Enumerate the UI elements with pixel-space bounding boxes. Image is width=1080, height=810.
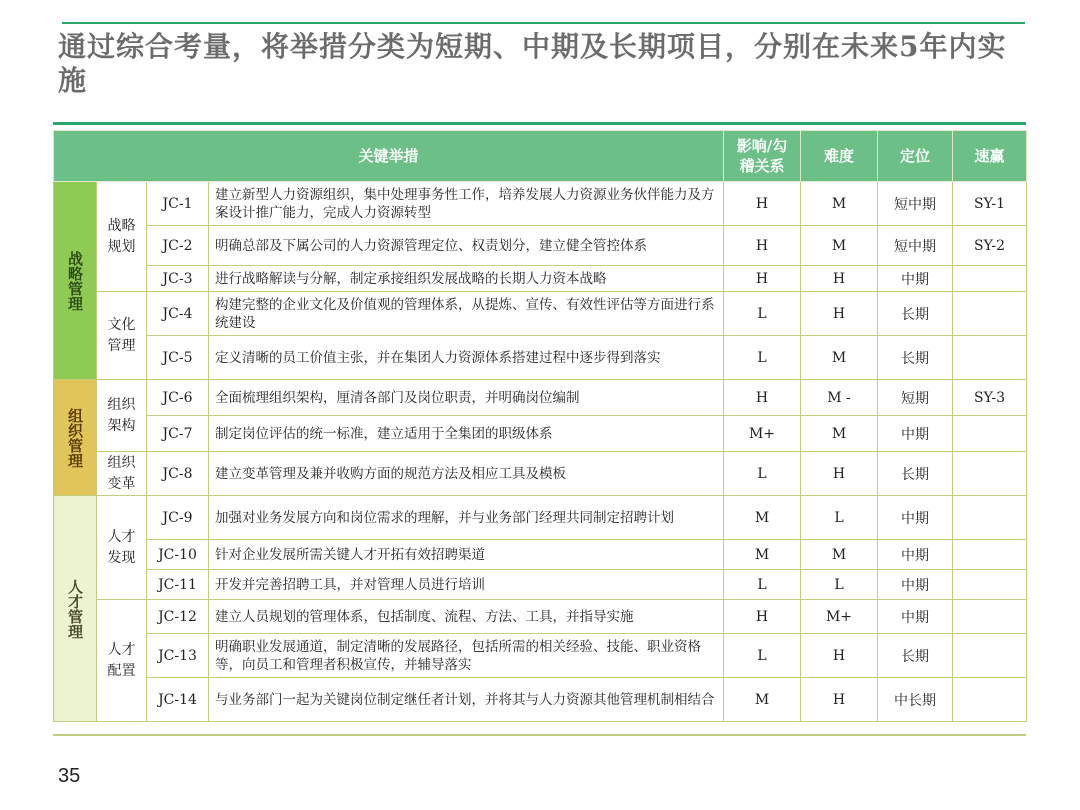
table-row <box>54 182 1027 226</box>
difficulty-value: M <box>801 226 878 266</box>
header-difficulty: 难度 <box>801 131 878 182</box>
initiative-code: JC-14 <box>147 678 209 722</box>
position-value: 短中期 <box>878 182 953 226</box>
quickwin-value <box>953 634 1027 678</box>
quickwin-value <box>953 540 1027 570</box>
position-value: 中期 <box>878 600 953 634</box>
position-value: 中期 <box>878 266 953 292</box>
quickwin-value <box>953 570 1027 600</box>
subcategory-label: 组织变革 <box>97 452 147 496</box>
subcategory-label: 战略规划 <box>97 182 147 292</box>
impact-value: H <box>724 266 801 292</box>
initiative-description: 构建完整的企业文化及价值观的管理体系，从提炼、宣传、有效性评估等方面进行系统建设 <box>209 292 724 336</box>
difficulty-value: M - <box>801 380 878 416</box>
table-row <box>54 540 1027 570</box>
position-value: 短期 <box>878 380 953 416</box>
impact-value: H <box>724 600 801 634</box>
table-row <box>54 292 1027 336</box>
impact-value: M+ <box>724 416 801 452</box>
quickwin-value: SY-1 <box>953 182 1027 226</box>
difficulty-value: L <box>801 570 878 600</box>
position-value: 中期 <box>878 496 953 540</box>
table-row <box>54 634 1027 678</box>
table-row <box>54 226 1027 266</box>
initiative-code: JC-5 <box>147 336 209 380</box>
quickwin-value <box>953 266 1027 292</box>
subcategory-label: 组织架构 <box>97 380 147 452</box>
initiative-description: 全面梳理组织架构，厘清各部门及岗位职责，并明确岗位编制 <box>209 380 724 416</box>
category-label: 人才管理 <box>54 496 97 722</box>
difficulty-value: H <box>801 452 878 496</box>
initiative-description: 建立新型人力资源组织，集中处理事务性工作，培养发展人力资源业务伙伴能力及方案设计推广能力，完成人力资源转型 <box>209 182 724 226</box>
quickwin-value: SY-2 <box>953 226 1027 266</box>
difficulty-value: M+ <box>801 600 878 634</box>
initiative-description: 加强对业务发展方向和岗位需求的理解，并与业务部门经理共同制定招聘计划 <box>209 496 724 540</box>
impact-value: L <box>724 292 801 336</box>
impact-value: H <box>724 380 801 416</box>
position-value: 长期 <box>878 634 953 678</box>
table-row <box>54 570 1027 600</box>
impact-value: M <box>724 678 801 722</box>
difficulty-value: H <box>801 678 878 722</box>
table-row <box>54 452 1027 496</box>
difficulty-value: M <box>801 540 878 570</box>
initiative-code: JC-10 <box>147 540 209 570</box>
impact-value: L <box>724 336 801 380</box>
position-value: 中长期 <box>878 678 953 722</box>
position-value: 中期 <box>878 540 953 570</box>
initiatives-table <box>53 130 1027 722</box>
initiative-description: 开发并完善招聘工具，并对管理人员进行培训 <box>209 570 724 600</box>
position-value: 长期 <box>878 336 953 380</box>
initiative-description: 与业务部门一起为关键岗位制定继任者计划，并将其与人力资源其他管理机制相结合 <box>209 678 724 722</box>
quickwin-value: SY-3 <box>953 380 1027 416</box>
quickwin-value <box>953 496 1027 540</box>
initiative-code: JC-8 <box>147 452 209 496</box>
category-label: 组织管理 <box>54 380 97 496</box>
impact-value: M <box>724 496 801 540</box>
initiative-description: 建立变革管理及兼并收购方面的规范方法及相应工具及模板 <box>209 452 724 496</box>
initiative-code: JC-1 <box>147 182 209 226</box>
impact-value: L <box>724 634 801 678</box>
quickwin-value <box>953 292 1027 336</box>
impact-value: L <box>724 452 801 496</box>
initiative-description: 制定岗位评估的统一标准，建立适用于全集团的职级体系 <box>209 416 724 452</box>
table-body <box>54 182 1027 722</box>
impact-value: H <box>724 226 801 266</box>
initiative-code: JC-13 <box>147 634 209 678</box>
impact-value: L <box>724 570 801 600</box>
subcategory-label: 人才配置 <box>97 600 147 722</box>
initiative-code: JC-11 <box>147 570 209 600</box>
difficulty-value: M <box>801 336 878 380</box>
quickwin-value <box>953 452 1027 496</box>
impact-value: H <box>724 182 801 226</box>
page-number: 35 <box>58 765 81 787</box>
table-row <box>54 266 1027 292</box>
quickwin-value <box>953 678 1027 722</box>
table-row <box>54 416 1027 452</box>
table-row <box>54 496 1027 540</box>
impact-value: M <box>724 540 801 570</box>
page-title: 通过综合考量，将举措分类为短期、中期及长期项目，分别在未来5年内实施 <box>58 30 1007 97</box>
position-value: 短中期 <box>878 226 953 266</box>
quickwin-value <box>953 600 1027 634</box>
initiative-code: JC-3 <box>147 266 209 292</box>
initiative-code: JC-4 <box>147 292 209 336</box>
table-row <box>54 380 1027 416</box>
difficulty-value: H <box>801 292 878 336</box>
position-value: 中期 <box>878 416 953 452</box>
title-rule <box>53 122 1026 125</box>
subcategory-label: 人才发现 <box>97 496 147 600</box>
table-row <box>54 336 1027 380</box>
top-rule <box>62 22 1025 24</box>
initiative-description: 明确职业发展通道，制定清晰的发展路径，包括所需的相关经验、技能、职业资格等，向员工和管理者积极宣传，并辅导落实 <box>209 634 724 678</box>
initiative-description: 定义清晰的员工价值主张，并在集团人力资源体系搭建过程中逐步得到落实 <box>209 336 724 380</box>
header-position: 定位 <box>878 131 953 182</box>
difficulty-value: M <box>801 182 878 226</box>
table-row <box>54 600 1027 634</box>
subcategory-label: 文化管理 <box>97 292 147 380</box>
position-value: 中期 <box>878 570 953 600</box>
header-quickwin: 速赢 <box>953 131 1027 182</box>
difficulty-value: L <box>801 496 878 540</box>
initiative-code: JC-6 <box>147 380 209 416</box>
category-label: 战略管理 <box>54 182 97 380</box>
initiative-code: JC-9 <box>147 496 209 540</box>
initiative-code: JC-2 <box>147 226 209 266</box>
initiative-description: 明确总部及下属公司的人力资源管理定位、权责划分，建立健全管控体系 <box>209 226 724 266</box>
quickwin-value <box>953 416 1027 452</box>
initiative-code: JC-7 <box>147 416 209 452</box>
table-header-row <box>54 131 1027 182</box>
position-value: 长期 <box>878 292 953 336</box>
difficulty-value: H <box>801 266 878 292</box>
quickwin-value <box>953 336 1027 380</box>
initiative-description: 进行战略解读与分解，制定承接组织发展战略的长期人力资本战略 <box>209 266 724 292</box>
header-impact: 影响/勾稽关系 <box>724 131 801 182</box>
header-initiative: 关键举措 <box>54 131 724 182</box>
initiative-description: 建立人员规划的管理体系，包括制度、流程、方法、工具，并指导实施 <box>209 600 724 634</box>
table-row <box>54 678 1027 722</box>
difficulty-value: H <box>801 634 878 678</box>
difficulty-value: M <box>801 416 878 452</box>
bottom-rule <box>53 734 1026 736</box>
initiative-description: 针对企业发展所需关键人才开拓有效招聘渠道 <box>209 540 724 570</box>
initiative-code: JC-12 <box>147 600 209 634</box>
position-value: 长期 <box>878 452 953 496</box>
